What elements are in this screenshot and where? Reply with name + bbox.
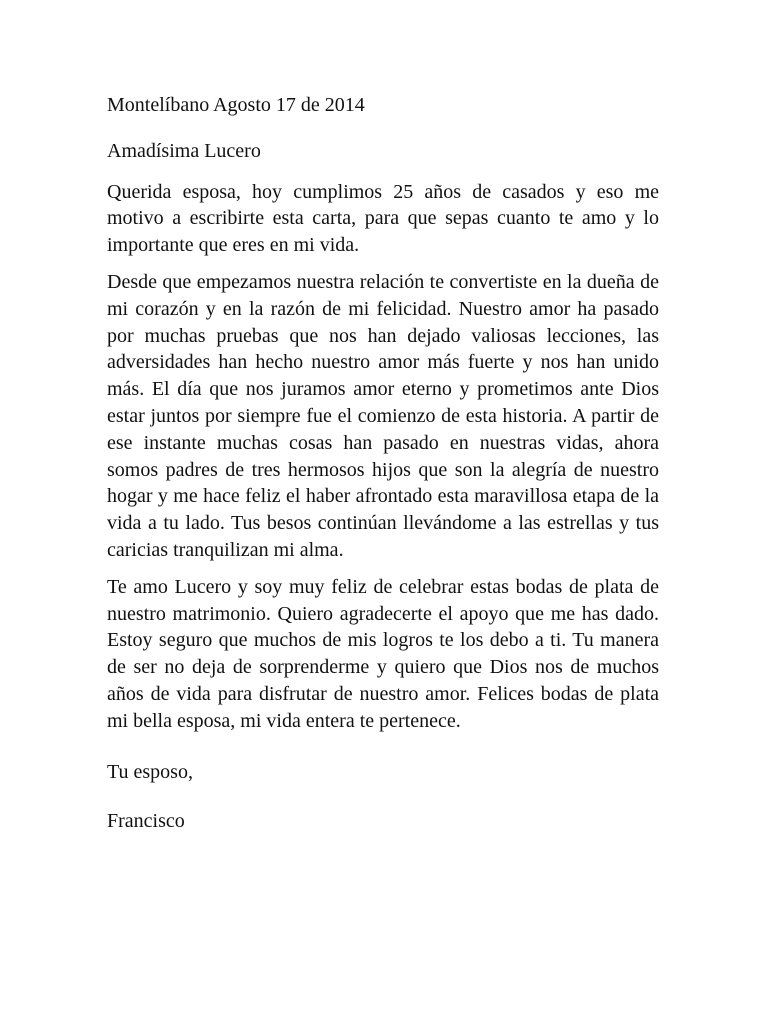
letter-page — [107, 92, 659, 835]
letter-paragraph-2: Desde que empezamos nuestra relación te convertiste en la dueña de mi corazón y en la razón de mi felicidad. Nuestro amor ha pasado por muchas pruebas que nos han dejado valiosas lecciones, las adversidades han hecho nuestro amor más fuerte y nos han unido más. El día que nos juramos amor eterno y prometimos ante Dios estar juntos por siempre fue el comienzo de esta historia. A partir de ese instante muchas cosas han pasado en nuestras vidas, ahora somos padres de tres hermosos hijos que son la alegría de nuestro hogar y me hace feliz el haber afrontado esta maravillosa etapa de la vida a tu lado. Tus besos continúan llevándome a las estrellas y tus caricias tranquilizan mi alma. — [107, 270, 659, 561]
letter-date: Montelíbano Agosto 17 de 2014 — [107, 94, 365, 116]
letter-paragraph-3: Te amo Lucero y soy muy feliz de celebrar estas bodas de plata de nuestro matrimonio. Quiero agradecerte el apoyo que me has dado. Estoy seguro que muchos de mis logros te los debo a ti. Tu manera de ser no deja de sorprenderme y quiero que Dios nos de muchos años de vida para disfrutar de nuestro amor. Felices bodas de plata mi bella esposa, mi vida entera te pertenece. — [107, 575, 659, 732]
letter-closing: Tu esposo, — [107, 760, 193, 783]
letter-paragraph-1: Querida esposa, hoy cumplimos 25 años de casados y eso me motivo a escribirte esta carta, para que sepas cuanto te amo y lo importante que eres en mi vida. — [107, 180, 659, 257]
letter-salutation: Amadísima Lucero — [107, 139, 261, 162]
letter-signature: Francisco — [107, 810, 185, 833]
